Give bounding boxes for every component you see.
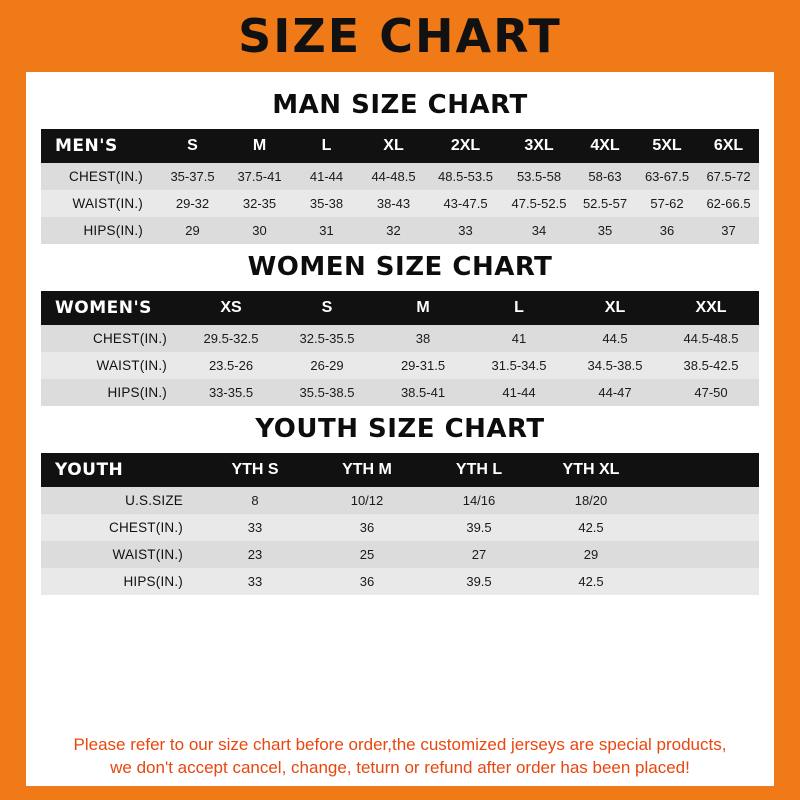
youth-chest-l: 39.5 [423,514,535,541]
youth-hips-l: 39.5 [423,568,535,595]
men-section-title: MAN SIZE CHART [272,90,528,120]
men-waist-s: 29-32 [159,190,226,217]
women-chest-xs: 29.5-32.5 [183,325,279,352]
women-row-label-waist: WAIST(IN.) [41,352,183,379]
women-header-cell-1: XS [183,291,279,325]
table-row [41,325,759,352]
men-chest-s: 35-37.5 [159,163,226,190]
youth-chest-m: 36 [311,514,423,541]
men-header-cell-3: L [293,129,360,163]
women-header-cell-5: XL [567,291,663,325]
women-hips-s: 35.5-38.5 [279,379,375,406]
youth-row-label-chest: CHEST(IN.) [41,514,199,541]
women-hips-m: 38.5-41 [375,379,471,406]
table-row [41,514,759,541]
youth-ussize-spacer [647,487,759,514]
youth-chest-spacer [647,514,759,541]
men-row-label-waist: WAIST(IN.) [41,190,159,217]
youth-chest-xl: 42.5 [535,514,647,541]
table-row [41,379,759,406]
youth-waist-m: 25 [311,541,423,568]
men-hips-4xl: 35 [574,217,636,244]
men-header-cell-7: 4XL [574,129,636,163]
women-chest-m: 38 [375,325,471,352]
left-border-band [0,0,26,800]
women-waist-xs: 23.5-26 [183,352,279,379]
women-waist-l: 31.5-34.5 [471,352,567,379]
women-header-cell-2: S [279,291,375,325]
youth-chest-s: 33 [199,514,311,541]
women-hips-xl: 44-47 [567,379,663,406]
women-chest-xl: 44.5 [567,325,663,352]
men-header-cell-1: S [159,129,226,163]
men-hips-m: 30 [226,217,293,244]
men-chest-m: 37.5-41 [226,163,293,190]
youth-header-cell-3: YTH L [423,453,535,487]
men-size-table [41,129,759,244]
men-waist-xl: 38-43 [360,190,427,217]
table-row [41,217,759,244]
youth-ussize-xl: 18/20 [535,487,647,514]
women-waist-m: 29-31.5 [375,352,471,379]
men-header-cell-9: 6XL [698,129,759,163]
men-header-cell-4: XL [360,129,427,163]
men-hips-s: 29 [159,217,226,244]
women-chest-s: 32.5-35.5 [279,325,375,352]
youth-waist-xl: 29 [535,541,647,568]
men-header-cell-6: 3XL [504,129,574,163]
men-header-cell-8: 5XL [636,129,698,163]
men-row-label-hips: HIPS(IN.) [41,217,159,244]
youth-ussize-s: 8 [199,487,311,514]
women-section-title: WOMEN SIZE CHART [247,252,553,282]
youth-hips-spacer [647,568,759,595]
table-row [41,190,759,217]
youth-hips-xl: 42.5 [535,568,647,595]
women-row-label-chest: CHEST(IN.) [41,325,183,352]
men-waist-m: 32-35 [226,190,293,217]
table-row [41,541,759,568]
youth-header-cell-1: YTH S [199,453,311,487]
youth-waist-spacer [647,541,759,568]
men-hips-l: 31 [293,217,360,244]
men-header-cell-5: 2XL [427,129,504,163]
men-waist-6xl: 62-66.5 [698,190,759,217]
women-header-cell-4: L [471,291,567,325]
women-row-label-hips: HIPS(IN.) [41,379,183,406]
table-header-row [41,453,759,487]
women-size-table [41,291,759,406]
table-row [41,163,759,190]
table-row [41,352,759,379]
table-row [41,568,759,595]
women-waist-s: 26-29 [279,352,375,379]
men-hips-3xl: 34 [504,217,574,244]
youth-header-cell-2: YTH M [311,453,423,487]
women-hips-xxl: 47-50 [663,379,759,406]
youth-header-cell-0: YOUTH [41,453,199,487]
youth-row-label-hips: HIPS(IN.) [41,568,199,595]
youth-hips-s: 33 [199,568,311,595]
footer-note [26,730,774,786]
men-waist-4xl: 52.5-57 [574,190,636,217]
bottom-border-band [0,786,800,800]
page-title: SIZE CHART [238,9,562,63]
youth-waist-l: 27 [423,541,535,568]
men-waist-3xl: 47.5-52.5 [504,190,574,217]
women-chest-l: 41 [471,325,567,352]
footer-note-line-2: we don't accept cancel, change, teturn or refund after order has been placed! [110,758,690,778]
women-hips-xs: 33-35.5 [183,379,279,406]
men-chest-xl: 44-48.5 [360,163,427,190]
women-header-cell-3: M [375,291,471,325]
men-waist-l: 35-38 [293,190,360,217]
youth-ussize-l: 14/16 [423,487,535,514]
women-hips-l: 41-44 [471,379,567,406]
men-hips-2xl: 33 [427,217,504,244]
men-hips-5xl: 36 [636,217,698,244]
women-waist-xl: 34.5-38.5 [567,352,663,379]
table-header-row [41,291,759,325]
men-chest-3xl: 53.5-58 [504,163,574,190]
youth-size-table [41,453,759,595]
right-border-band [774,0,800,800]
men-chest-4xl: 58-63 [574,163,636,190]
men-chest-5xl: 63-67.5 [636,163,698,190]
men-chest-l: 41-44 [293,163,360,190]
men-header-cell-0: MEN'S [41,129,159,163]
women-header-cell-6: XXL [663,291,759,325]
women-waist-xxl: 38.5-42.5 [663,352,759,379]
men-header-cell-2: M [226,129,293,163]
youth-ussize-m: 10/12 [311,487,423,514]
youth-header-cell-4: YTH XL [535,453,647,487]
content-area [26,72,774,786]
men-chest-6xl: 67.5-72 [698,163,759,190]
youth-header-spacer [647,453,759,487]
youth-section-title: YOUTH SIZE CHART [255,414,545,444]
youth-row-label-ussize: U.S.SIZE [41,487,199,514]
men-waist-2xl: 43-47.5 [427,190,504,217]
youth-row-label-waist: WAIST(IN.) [41,541,199,568]
men-hips-xl: 32 [360,217,427,244]
table-row [41,487,759,514]
youth-hips-m: 36 [311,568,423,595]
youth-waist-s: 23 [199,541,311,568]
table-header-row [41,129,759,163]
men-chest-2xl: 48.5-53.5 [427,163,504,190]
men-waist-5xl: 57-62 [636,190,698,217]
footer-note-line-1: Please refer to our size chart before order,the customized jerseys are special products, [73,735,727,755]
page-title-bar [0,0,800,72]
women-chest-xxl: 44.5-48.5 [663,325,759,352]
women-header-cell-0: WOMEN'S [41,291,183,325]
men-hips-6xl: 37 [698,217,759,244]
men-row-label-chest: CHEST(IN.) [41,163,159,190]
